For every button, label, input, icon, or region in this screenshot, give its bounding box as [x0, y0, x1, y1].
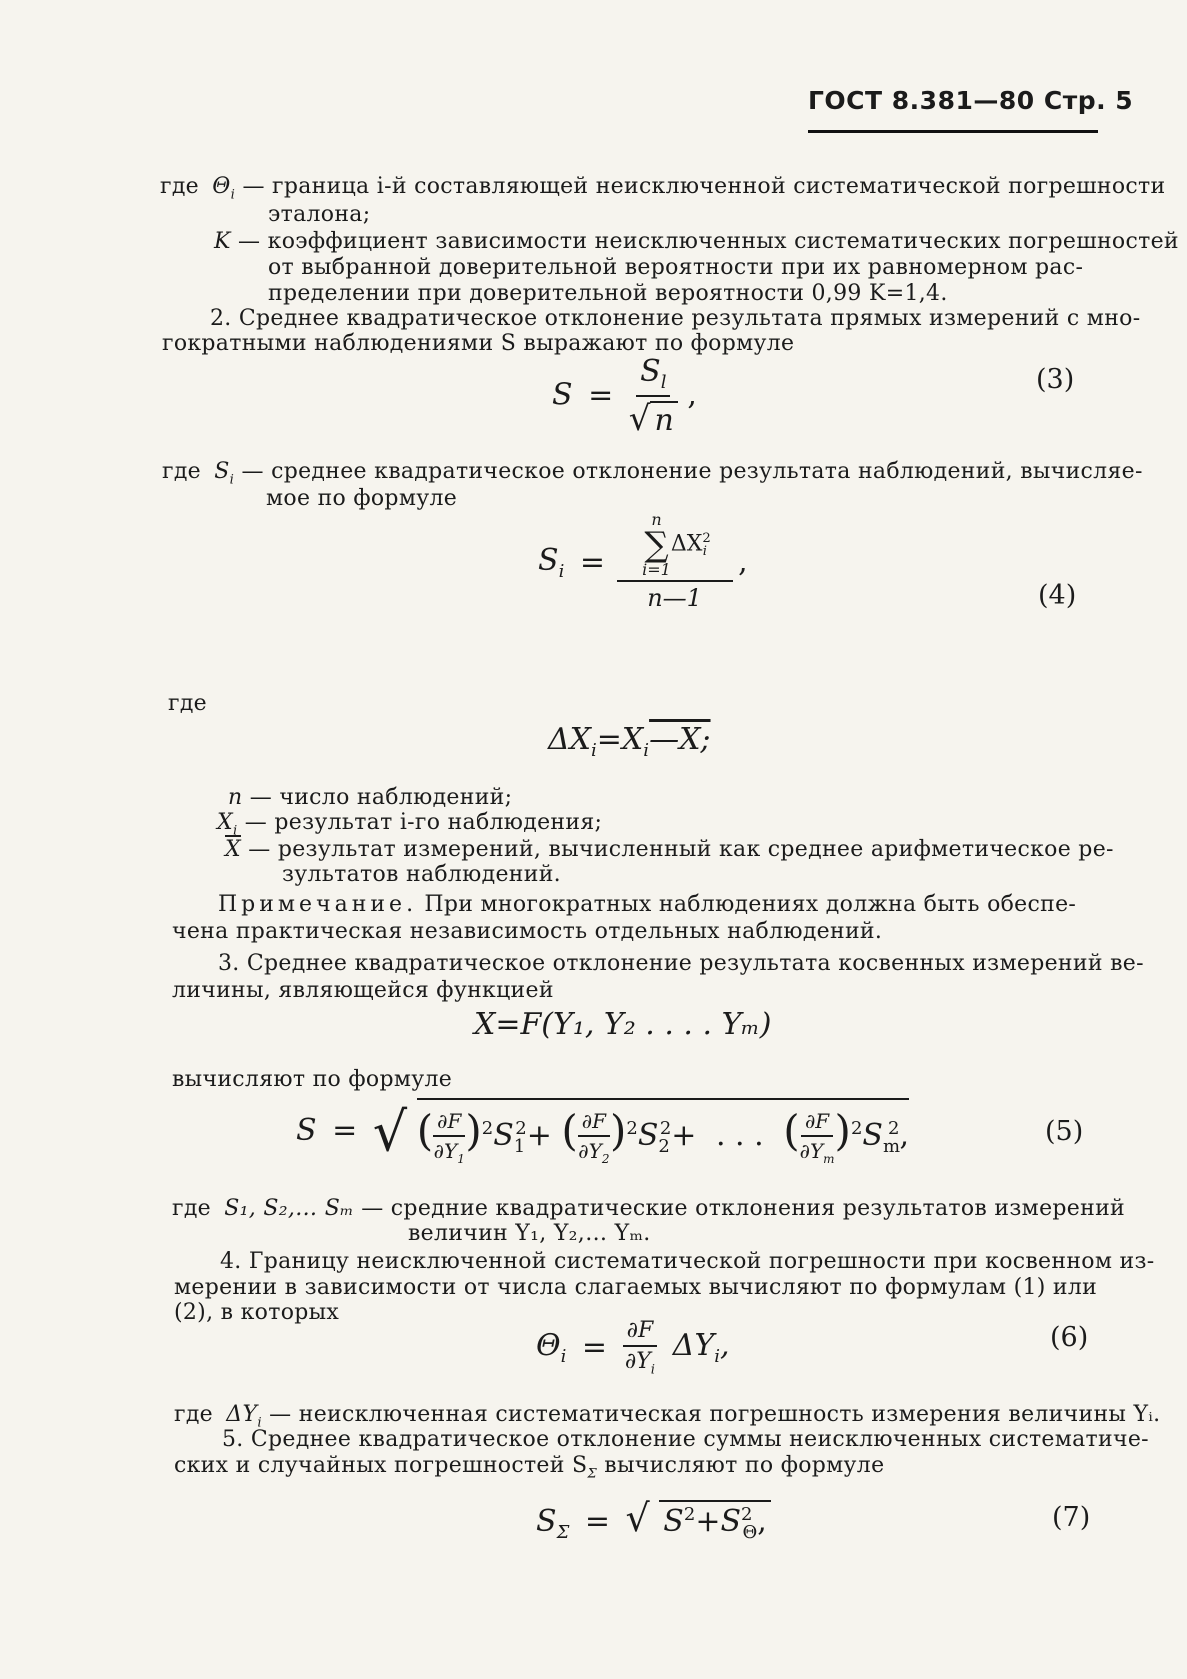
dy-definition: где $\Delta Y_i$ — неисключенная систематическая погрешность измерения величины Yᵢ.	[174, 1402, 1161, 1431]
theta-def-line2: эталона;	[268, 202, 371, 227]
k-def-line1: — коэффициент зависимости неисключенных систематических погрешностей	[238, 229, 1179, 254]
formula-3: S = $\frac{S_l}{√ n}$ ,	[552, 354, 697, 439]
item2-line1: 2. Среднее квадратическое отклонение результата прямых измерений с мно-	[210, 306, 1141, 331]
f5-lhs: S	[296, 1112, 317, 1148]
where-word: где	[160, 174, 199, 199]
page-header: ГОСТ 8.381—80 Стр. 5	[808, 86, 1134, 115]
item5-line1: 5. Среднее квадратическое отклонение суммы неисключенных систематиче-	[222, 1427, 1149, 1452]
compute-by: вычисляют по формуле	[172, 1067, 453, 1092]
s5-definition: где S₁, S₂,… Sₘ — средние квадратические отклонения результатов измерений	[172, 1196, 1125, 1221]
note-label: Примечание.	[218, 892, 418, 917]
k-def-line2: от выбранной доверительной вероятности при их равномерном рас-	[268, 255, 1084, 280]
s5-def-line2: величин Y₁, Y₂,… Yₘ.	[408, 1221, 651, 1246]
formula-5: S = √ ( $\frac{\partial F}{\partial Y_1}$ )$^2S_1^2+$ ( $\frac{\partial F}{\partial Y_2}$ )$^2S_2^2+$ . . . ( $\frac{\partial F}{\partial Y_m}$ )$^2S_m^2$,	[296, 1098, 909, 1166]
xbar-def-line2: зультатов наблюдений.	[282, 862, 561, 887]
formula-6: $\Theta_i$ = $\frac{\partial F}{\partial Y_i}$ $\Delta Y_i$,	[536, 1318, 730, 1378]
note-line2: чена практическая независимость отдельных наблюдений.	[172, 919, 883, 944]
formula-7-number: (7)	[1052, 1502, 1091, 1533]
f3-fraction: $\frac{S_l}{√ n}$	[629, 354, 678, 439]
si-def-line2: мое по формуле	[266, 486, 458, 511]
item5-line2: ских и случайных погрешностей $S_\Sigma$ вычисляют по формуле	[174, 1453, 885, 1482]
n-definition: n — число наблюдений;	[228, 785, 513, 810]
formula-3-number: (3)	[1036, 364, 1075, 395]
theta-def-line1: — граница i-й составляющей неисключенной систематической погрешности	[242, 174, 1166, 199]
item4-line1: 4. Границу неисключенной систематической погрешности при косвенном из-	[220, 1249, 1155, 1274]
item2-line2: гократными наблюдениями S выражают по формуле	[162, 331, 795, 356]
f4-lhs: S	[538, 542, 559, 578]
note-line1: При многократных наблюдениях должна быть обеспе-	[424, 892, 1077, 917]
f4-fraction: n ∑ i=1 $\Delta X^2_i$ n—1	[621, 512, 729, 612]
formula-6-number: (6)	[1050, 1322, 1089, 1353]
si-def-line1: — среднее квадратическое отклонение результата наблюдений, вычисляе-	[241, 459, 1143, 484]
f3-lhs: S	[552, 377, 573, 413]
item3-line1: 3. Среднее квадратическое отклонение результата косвенных измерений ве-	[218, 951, 1144, 976]
k-def-line3: пределении при доверительной вероятности 0,99 K=1,4.	[268, 281, 948, 306]
formula-delta: $\Delta X_i=X_i—X$;	[548, 722, 711, 761]
k-symbol: K	[214, 229, 231, 254]
header-rule	[808, 130, 1098, 133]
formula-5-number: (5)	[1045, 1116, 1084, 1147]
si-definition: где $S_i$ — среднее квадратическое отклонение результата наблюдений, вычисляе-	[162, 459, 1143, 488]
formula-4-number: (4)	[1038, 580, 1077, 611]
formula-function: X=F(Y₁, Y₂ . . . . Yₘ)	[474, 1007, 772, 1042]
k-definition	[214, 228, 1179, 256]
item3-line2: личины, являющейся функцией	[172, 978, 554, 1003]
theta-symbol: $\Theta_i$	[212, 174, 236, 203]
note	[218, 891, 1076, 919]
formula-7: $S_\Sigma$ = √ $S^2+S^2_\Theta$,	[536, 1496, 771, 1543]
formula-4: $S_i$ = n ∑ i=1 $\Delta X^2_i$ n—1 ,	[538, 510, 748, 612]
item4-line2: мерении в зависимости от числа слагаемых вычисляют по формулам (1) или	[174, 1275, 1098, 1300]
where-alone: где	[168, 691, 207, 716]
xi-definition: $X_i$ — результат i-го наблюдения;	[217, 810, 603, 839]
xbar-definition: $\overline{X}$ — результат измерений, вычисленный как среднее арифметическое ре-	[225, 837, 1114, 862]
item4-line3: (2), в которых	[174, 1300, 340, 1325]
